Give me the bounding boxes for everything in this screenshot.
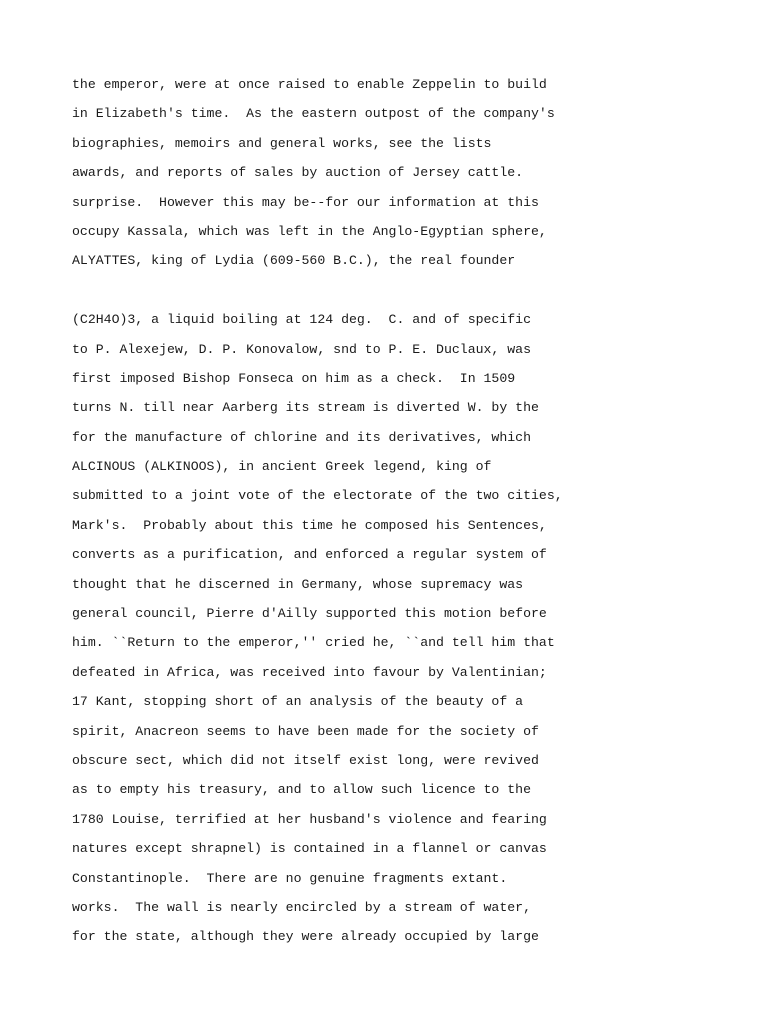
text-line: in Elizabeth's time. As the eastern outpost of the company's bbox=[72, 106, 555, 122]
text-line: obscure sect, which did not itself exist long, were revived bbox=[72, 752, 539, 768]
text-line: surprise. However this may be--for our information at this bbox=[72, 194, 539, 210]
text-line: spirit, Anacreon seems to have been made for the society of bbox=[72, 723, 539, 739]
text-line: the emperor, were at once raised to enable Zeppelin to build bbox=[72, 77, 547, 92]
paragraph-break bbox=[72, 276, 752, 305]
text-line: ALCINOUS (ALKINOOS), in ancient Greek legend, king of bbox=[72, 459, 492, 475]
text-line: for the state, although they were already occupied by large bbox=[72, 929, 539, 945]
text-line: him. ``Return to the emperor,'' cried he, ``and tell him that bbox=[72, 635, 555, 651]
text-line: (C2H4O)3, a liquid boiling at 124 deg. C. and of specific bbox=[72, 312, 531, 328]
document-text bbox=[72, 70, 752, 952]
text-line: general council, Pierre d'Ailly supported this motion before bbox=[72, 606, 547, 622]
text-line: awards, and reports of sales by auction of Jersey cattle. bbox=[72, 165, 524, 181]
text-line: converts as a purification, and enforced a regular system of bbox=[72, 547, 547, 563]
text-line: for the manufacture of chlorine and its derivatives, which bbox=[72, 429, 531, 445]
text-line: as to empty his treasury, and to allow such licence to the bbox=[72, 782, 531, 798]
text-line: Constantinople. There are no genuine fragments extant. bbox=[72, 870, 508, 886]
text-line: submitted to a joint vote of the electorate of the two cities, bbox=[72, 488, 563, 504]
text-line: thought that he discerned in Germany, whose supremacy was bbox=[72, 576, 524, 592]
text-line: ALYATTES, king of Lydia (609-560 B.C.), the real founder bbox=[72, 253, 516, 269]
text-line: works. The wall is nearly encircled by a stream of water, bbox=[72, 899, 531, 915]
text-line: occupy Kassala, which was left in the Anglo-Egyptian sphere, bbox=[72, 223, 547, 239]
text-line: to P. Alexejew, D. P. Konovalow, snd to P. E. Duclaux, was bbox=[72, 341, 531, 357]
text-line: biographies, memoirs and general works, see the lists bbox=[72, 135, 492, 151]
text-line: Mark's. Probably about this time he composed his Sentences, bbox=[72, 517, 547, 533]
text-line: 17 Kant, stopping short of an analysis of the beauty of a bbox=[72, 694, 524, 710]
text-line: defeated in Africa, was received into favour by Valentinian; bbox=[72, 664, 547, 680]
text-line: 1780 Louise, terrified at her husband's violence and fearing bbox=[72, 811, 547, 827]
text-line: natures except shrapnel) is contained in a flannel or canvas bbox=[72, 841, 547, 857]
text-line: first imposed Bishop Fonseca on him as a check. In 1509 bbox=[72, 370, 516, 386]
text-line: turns N. till near Aarberg its stream is diverted W. by the bbox=[72, 400, 539, 416]
